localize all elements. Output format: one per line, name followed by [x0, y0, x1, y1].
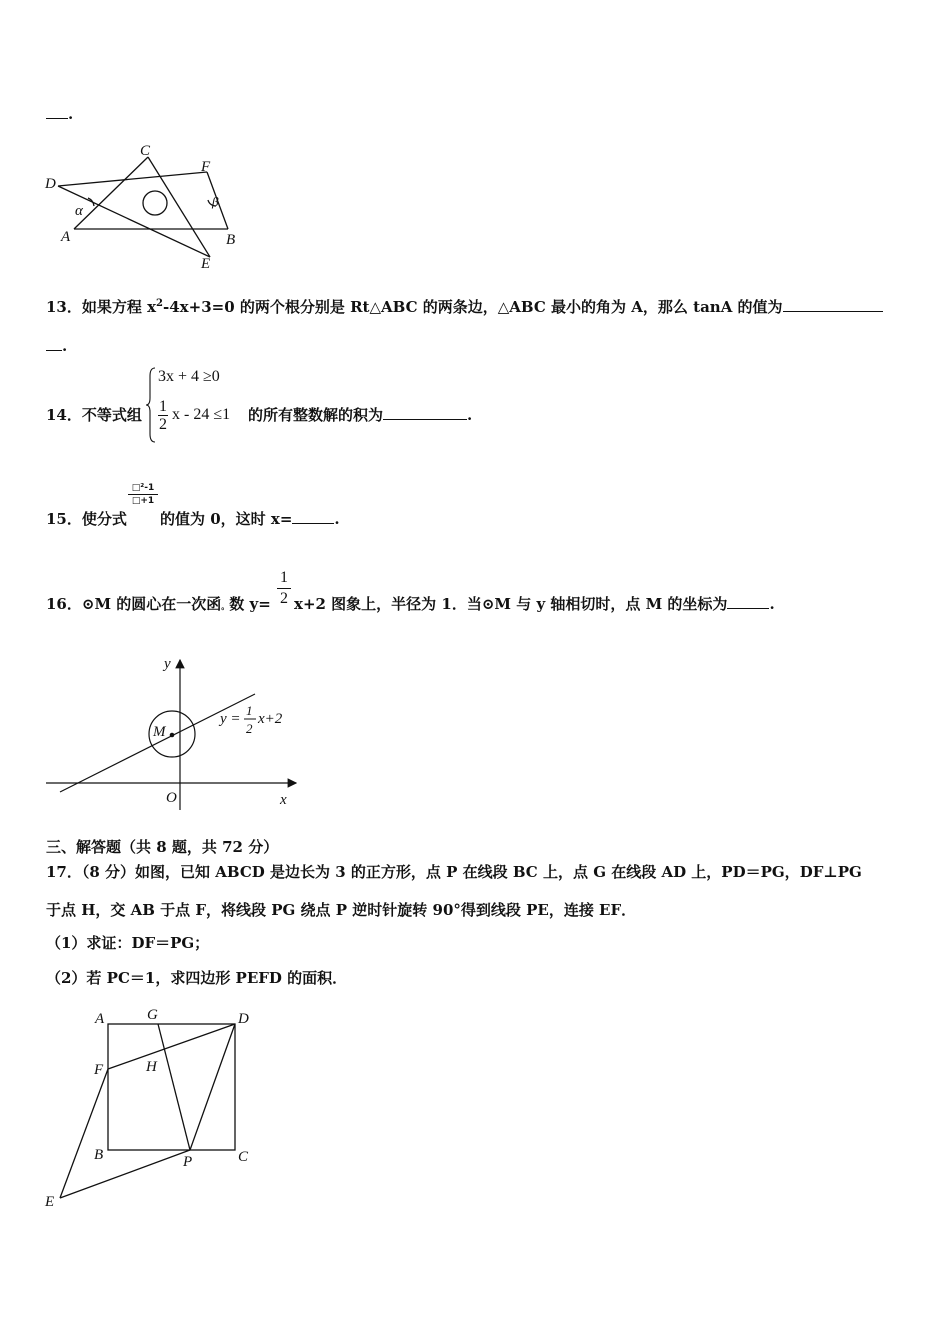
- q14-brace: [145, 366, 157, 444]
- q17-part2: （2）若 PC＝1，求四边形 PEFD 的面积．: [46, 969, 348, 987]
- segment-AC: [74, 157, 148, 229]
- q14-number: 14．: [46, 406, 82, 424]
- segment-EF: [60, 1069, 108, 1198]
- label-B: B: [94, 1147, 104, 1163]
- answer-blank: [783, 297, 883, 312]
- segment-EP: [60, 1150, 193, 1198]
- segment-PD: [190, 1024, 235, 1150]
- label-beta: β: [212, 194, 219, 209]
- circle-decoration: [143, 191, 167, 215]
- q15-suffix: 的值为 0，这时 x= .: [160, 510, 340, 528]
- label-D: D: [238, 1011, 249, 1027]
- segment-DF: [58, 172, 207, 186]
- question-13: [46, 296, 883, 317]
- q14-fraction: $\frac{1}{2}$: [159, 398, 167, 433]
- equation-den: 2: [246, 721, 253, 736]
- q13-number: 13．: [46, 298, 82, 316]
- line-graph: [60, 694, 255, 792]
- label-G: G: [147, 1007, 158, 1023]
- label-B: B: [226, 232, 236, 248]
- label-C: C: [140, 143, 151, 159]
- q16-fraction: 1 2: [277, 568, 291, 609]
- q13-text-a: 如果方程 x: [81, 298, 157, 316]
- top-fragment: .: [46, 104, 73, 123]
- q14-prefix: 不等式组: [81, 406, 142, 424]
- point-M: [170, 733, 175, 738]
- label-C: C: [238, 1149, 249, 1165]
- label-A: A: [61, 229, 71, 245]
- figure-q16: [42, 652, 302, 812]
- label-E: E: [201, 256, 211, 272]
- label-F: F: [94, 1062, 104, 1078]
- equation-lhs: y =: [220, 711, 241, 727]
- figure-q17: [40, 1002, 265, 1217]
- label-alpha: α: [75, 203, 83, 219]
- q16-part-a: 16．⊙M 的圆心在一次函。数 y=: [46, 595, 271, 613]
- q17-part1: （1）求证：DF＝PG；: [46, 934, 210, 952]
- q13-continuation: .: [46, 336, 67, 355]
- q17-line2: 于点 H，交 AB 于点 F，将线段 PG 绕点 P 逆时针旋转 90°得到线段 PE，连接 EF．: [46, 901, 637, 919]
- answer-blank: [383, 405, 467, 420]
- q17-line1: 17．（8 分）如图，已知 ABCD 是边长为 3 的正方形，点 P 在线段 BC 上，点 G 在线段 AD 上，PD＝PG，DF⊥PG: [46, 863, 862, 881]
- equation-rhs: x+2: [258, 711, 283, 727]
- label-y: y: [164, 656, 171, 672]
- q16-number: 16．: [46, 595, 82, 613]
- label-E: E: [45, 1194, 55, 1210]
- q16-part-c: x+2 图象上，半径为 1．当⊙M 与 y 轴相切时，点 M 的坐标为 .: [294, 595, 775, 613]
- label-H: H: [146, 1059, 157, 1075]
- figure-q12: [40, 140, 250, 275]
- answer-blank: [46, 104, 68, 119]
- q13-sup: 2: [156, 298, 164, 309]
- q15-fraction: □²-1 □+1: [128, 482, 158, 507]
- label-F: F: [201, 159, 211, 175]
- q15-number-prefix: 15．使分式: [46, 510, 127, 528]
- section-heading: 三、解答题（共 8 题，共 72 分）: [46, 838, 279, 856]
- q14-inequality-2: $\frac{1}{2}$ x - 24 ≤1: [159, 398, 231, 433]
- square-ABCD: [108, 1024, 235, 1150]
- segment-FD: [108, 1024, 235, 1069]
- q14-number-prefix: [46, 404, 142, 425]
- q15-number: 15．: [46, 510, 82, 528]
- label-O: O: [166, 790, 177, 806]
- q14-suffix: 的所有整数解的积为 .: [248, 406, 473, 424]
- q13-text-b: -4x+3=0 的两个根分别是 Rt△ABC 的两条边，△ABC 最小的角为 A，那么 tanA 的值为: [163, 298, 783, 316]
- answer-blank: [46, 336, 62, 351]
- segment-GP: [158, 1024, 190, 1150]
- label-M: M: [153, 724, 166, 740]
- label-D: D: [45, 176, 56, 192]
- label-x: x: [280, 792, 287, 808]
- answer-blank: [727, 594, 769, 609]
- label-P: P: [183, 1154, 193, 1170]
- equation-num: 1: [246, 703, 253, 718]
- label-A: A: [95, 1011, 105, 1027]
- answer-blank: [292, 509, 334, 524]
- q14-inequality-1: 3x + 4 ≥0: [158, 368, 220, 385]
